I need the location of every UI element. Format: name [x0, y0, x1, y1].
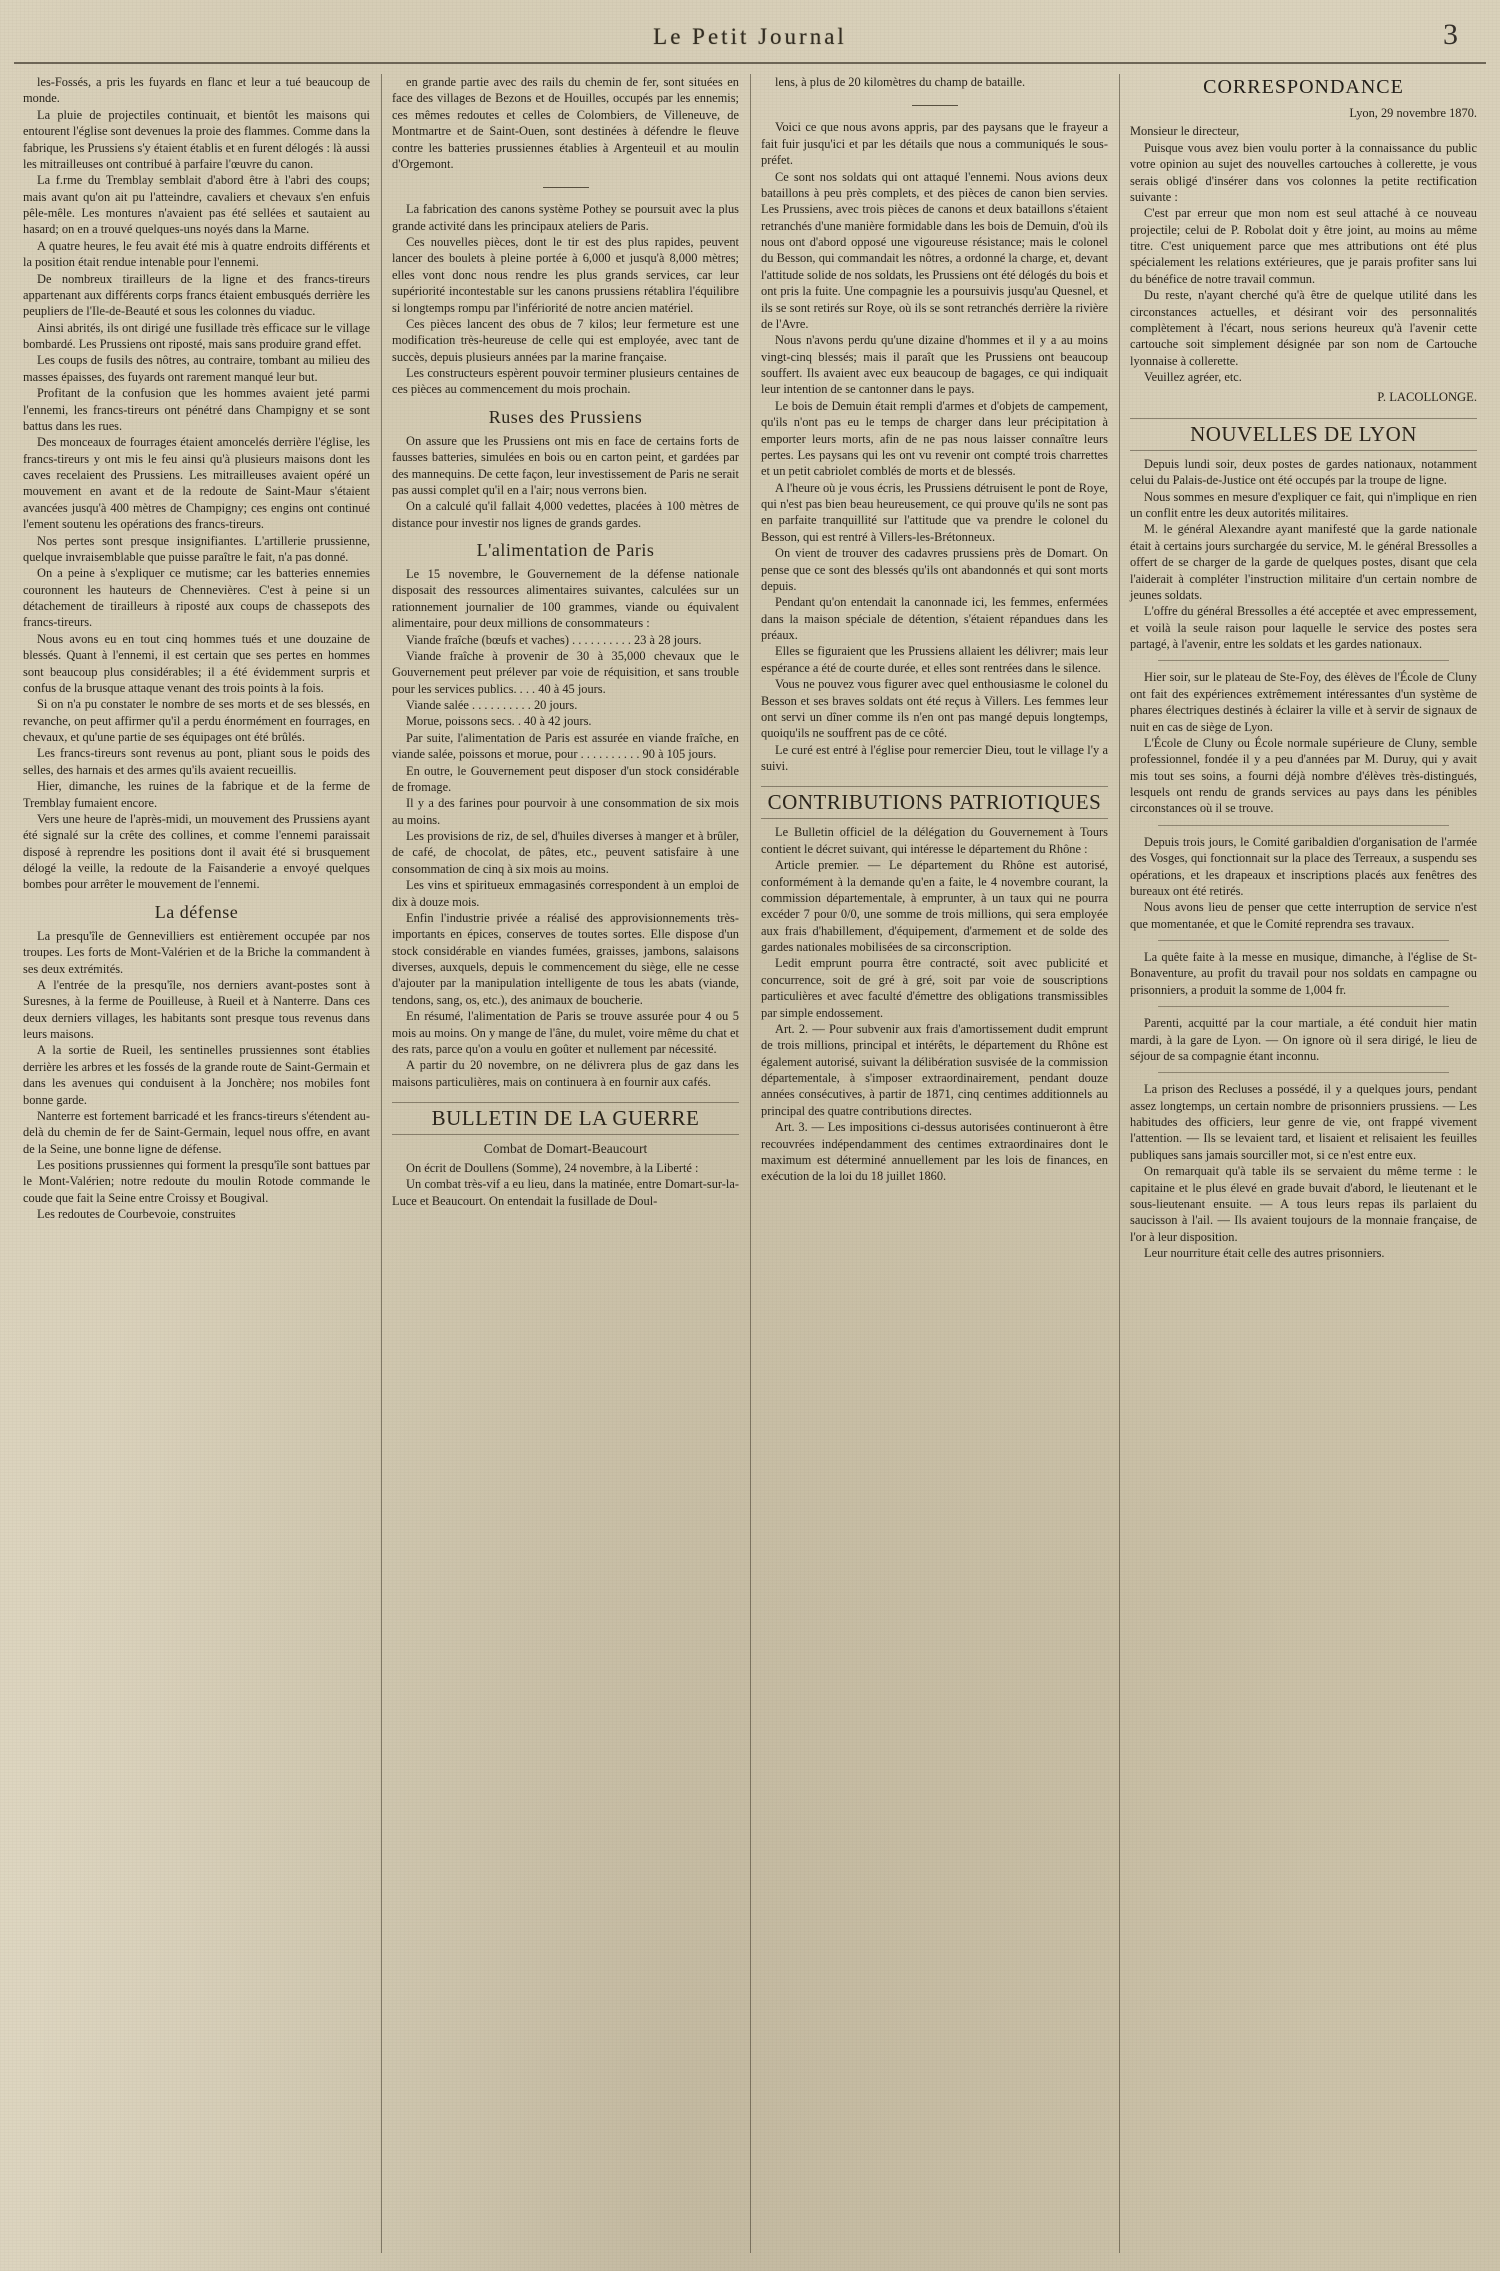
paragraph: On a peine à s'expliquer ce mutisme; car les batteries ennemies couronnent les hauteurs de Chennevières. C'est à peine si un détachement de tirailleurs à riposté aux coups de chassepots des francs-tireurs.	[23, 566, 370, 630]
column-4	[1119, 74, 1488, 2253]
paragraph: La presqu'île de Gennevilliers est entièrement occupée par nos troupes. Les forts de Mont-Valérien et de la Briche la commandent à ses deux extrémités.	[23, 928, 370, 976]
paragraph: A quatre heures, le feu avait été mis à quatre endroits différents et la position était rendue intenable pour l'ennemi.	[23, 238, 370, 270]
paragraph: Il y a des farines pour pourvoir à une consommation de six mois au moins.	[392, 796, 739, 827]
paragraph: La fabrication des canons système Pothey se poursuit avec la plus grande activité dans les principaux ateliers de Paris.	[392, 202, 739, 233]
paragraph: Ainsi abrités, ils ont dirigé une fusillade très efficace sur le village bombardé. Les Prussiens ont riposté, mais sans produire grand effet.	[23, 320, 370, 351]
columns-container	[12, 74, 1488, 2253]
paragraph: Ces pièces lancent des obus de 7 kilos; leur fermeture est une modification très-heureuse de celle qui est employée, avec tant de succès, depuis plusieurs années par la marine française.	[392, 316, 739, 364]
paragraph: Art. 3. — Les impositions ci-dessus autorisées continueront à être recouvrées indépendamment des centimes extraordinaires dont le maximum est déterminé annuellement par les lois de finances, en exécution de la loi du 18 juillet 1860.	[761, 1120, 1108, 1184]
paragraph: Puisque vous avez bien voulu porter à la connaissance du public votre opinion au sujet des nouvelles cartouches à collerette, je vous serais obligé d'insérer dans vos colonnes la petite rectification suivante :	[1130, 140, 1477, 204]
section-divider	[1158, 660, 1449, 661]
section-divider	[1158, 1006, 1449, 1007]
paragraph: A la sortie de Rueil, les sentinelles prussiennes sont établies derrière les arbres et les fossés de la grande route de Saint-Germain et dans les avenues qui conduisent à la Jonchère; nos mobiles font bonne garde.	[23, 1043, 370, 1107]
paragraph: On remarquait qu'à table ils se servaient du même terme : le capitaine et le plus élevé en grade buvait d'abord, le lieutenant et le sous-lieutenant ensuite. — A tous leurs repas ils parlaient du saucisson à l'ail. — Ils avaient toujours de la monnaie française, de l'or à leur disposition.	[1130, 1164, 1477, 1244]
paragraph: A l'heure où je vous écris, les Prussiens détruisent le pont de Roye, qui n'est pas bien beau heureusement, ce qui prouve qu'ils ne sont pas en parfaite tranquillité sur l'attitude que va prendre le colonel du Besson, qui est rentré à Villers-les-Brétonneux.	[761, 480, 1108, 544]
paragraph: Nous avons eu en tout cinq hommes tués et une douzaine de blessés. Quant à l'ennemi, il est certain que ses pertes en hommes sont beaucoup plus considérables; il a été évidemment surpris et confus de la brusque attaque venant des trois points à la fois.	[23, 631, 370, 695]
paragraph: Les constructeurs espèrent pouvoir terminer plusieurs centaines de ces pièces au commencement du mois prochain.	[392, 366, 739, 397]
paragraph: Vous ne pouvez vous figurer avec quel enthousiasme le colonel du Besson et ses braves soldats ont été reçus à Villers. Les femmes leur ont servi un dîner comme ils n'en ont pas mangé depuis longtemps, quoiqu'ils ne souffrent pas de ce côté.	[761, 677, 1108, 741]
paragraph: Parenti, acquitté par la cour martiale, a été conduit hier matin mardi, à la gare de Lyon. — On ignore où il sera dirigé, le lieu de séjour de sa compagnie étant inconnu.	[1130, 1016, 1477, 1063]
paragraph: De nombreux tirailleurs de la ligne et des francs-tireurs appartenant aux différents corps francs étaient embusqués derrière les peupliers de l'Ile-de-Beauté et sous les colonnes du viaduc.	[23, 271, 370, 319]
section-heading-ruses: Ruses des Prussiens	[488, 406, 643, 427]
paragraph: Viande salée . . . . . . . . . . 20 jours.	[406, 698, 578, 712]
paragraph: Viande fraîche (bœufs et vaches) . . . . . . . . . . 23 à 28 jours.	[406, 632, 702, 647]
paragraph: Si on n'a pu constater le nombre de ses morts et de ses blessés, en revanche, on peut affirmer qu'il a perdu énormément en fourrages, en chevaux, et qu'une partie de ses équipages ont été brûlés.	[23, 697, 370, 744]
paragraph: Les positions prussiennes qui forment la presqu'île sont battues par le Mont-Valérien; notre redoute du moulin Rotode commande le coude que fait la Seine entre Croissy et Bougival.	[23, 1158, 370, 1205]
paragraph: Le Bulletin officiel de la délégation du Gouvernement à Tours contient le décret suivant, qui intéresse le département du Rhône :	[761, 825, 1108, 856]
paragraph: La quête faite à la messe en musique, dimanche, à l'église de St-Bonaventure, au profit du travail pour nos soldats en campagne ou prisonniers, a produit la somme de 1,004 fr.	[1130, 950, 1477, 997]
paragraph: Profitant de la confusion que les hommes avaient jeté parmi l'ennemi, les francs-tireurs ont pénétré dans Champigny et se sont battus dans les rues.	[23, 386, 370, 433]
column-1	[12, 74, 381, 2253]
paragraph: Depuis lundi soir, deux postes de gardes nationaux, notamment celui du Palais-de-Justice ont été occupés par la troupe de ligne.	[1130, 456, 1477, 488]
paragraph: Hier, dimanche, les ruines de la fabrique et de la ferme de Tremblay fumaient encore.	[23, 779, 370, 810]
section-heading-nouvelles-lyon: NOUVELLES DE LYON	[1130, 418, 1477, 451]
paragraph: Nos pertes sont presque insignifiantes. L'artillerie prussienne, quelque invraisemblable que puisse paraître le fait, n'a pas donné.	[23, 533, 370, 564]
paragraph: Enfin l'industrie privée a réalisé des approvisionnements très-importants en épices, conserves de toutes sortes. Elle dispose d'un stock considérable en viandes fumées, graisses, jambons, salaisons diverses, auxquels, depuis le commencement du siège, elle ne cesse d'ajouter par la manipulation intelligente de tous les abats (viande, tendons, sang, os, etc.), des animaux de boucherie.	[392, 910, 739, 1007]
page-number: 3	[1443, 18, 1458, 51]
paragraph: Nous n'avons perdu qu'une dizaine d'hommes et il y a au moins vingt-cinq blessés; mais il paraît que les Prussiens ont beaucoup souffert. Ils avaient avec eux beaucoup de bagages, ce qui indiquait leur intention de se cantonner dans le pays.	[761, 333, 1108, 397]
paragraph: en grande partie avec des rails du chemin de fer, sont situées en face des villages de Bezons et de Houilles, occupés par les ennemis; ces mêmes redoutes et celles de Colombiers, de Villeneuve, de Montmartre et de Saint-Ouen, sont destinées à défendre le fleuve contre les batteries prussiennes établies à Argenteuil et au moulin d'Orgemont.	[392, 75, 739, 171]
paragraph: En outre, le Gouvernement peut disposer d'un stock considérable de fromage.	[392, 763, 739, 794]
section-heading-bulletin: BULLETIN DE LA GUERRE	[392, 1102, 739, 1135]
paragraph: Les provisions de riz, de sel, d'huiles diverses à manger et à brûler, de café, de chocolat, de pâtes, etc., peuvent satisfaire à une consommation de cinq à six mois au moins.	[392, 829, 739, 876]
paragraph: L'École de Cluny ou École normale supérieure de Cluny, semble professionnel, fondée il y a peu d'années par M. Duruy, qui y avait mis tout ses soins, a fourni déjà nombre d'élèves très-distingués, lesquels ont rendu de grands services au pays dans les pénibles circonstances où il se trouve.	[1130, 735, 1477, 816]
paragraph: Hier soir, sur le plateau de Ste-Foy, des élèves de l'École de Cluny ont fait des expériences extrêmement intéressantes d'un système de phares électriques destinés à éclairer la ville et à servir de signaux de nuit en cas de siège de Lyon.	[1130, 670, 1477, 734]
paragraph: Du reste, n'ayant cherché qu'à être de quelque utilité dans les circonstances actuelles, et désirant voir des personnalités complètement à l'écart, nous serions heureux qu'à l'avenir cette cartouche soit simplement désignée par son nom de Cartouche lyonnaise à collerette.	[1130, 288, 1477, 368]
paragraph: Nous avons lieu de penser que cette interruption de service n'est que momentanée, et que le Comité reprendra ses travaux.	[1130, 900, 1477, 931]
paragraph: En résumé, l'alimentation de Paris se trouve assurée pour 4 ou 5 mois au moins. On y mange de l'âne, du mulet, voire même du chat et des rats, parce qu'on a voulu en goûter et nullement par nécessité.	[392, 1009, 739, 1056]
paragraph: Depuis trois jours, le Comité garibaldien d'organisation de l'armée des Vosges, qui fonctionnait sur la place des Terreaux, a suspendu ses opérations, et les drapeaux et inscriptions placés aux fenêtres des bureaux ont été retirés.	[1130, 834, 1477, 898]
paragraph: M. le général Alexandre ayant manifesté que la garde nationale était à certains jours surchargée du service, M. le général Bressolles a offert de se charger de la garde de quelques postes, disant que cela l'aiderait à compléter l'instruction militaire d'un certain nombre de jeunes soldats.	[1130, 522, 1477, 602]
paragraph: Vers une heure de l'après-midi, un mouvement des Prussiens ayant été signalé sur la crête des collines, et comme l'ennemi paraissait disposé à reprendre les positions dont il avait été si brusquement délogé la veille, la redoute de la Faisanderie a envoyé quelques bombes pour arrêter le mouvement de l'ennemi.	[23, 811, 370, 892]
paragraph: Les vins et spiritueux emmagasinés correspondent à un emploi de dix à douze mois.	[392, 878, 739, 909]
paragraph: Pendant qu'on entendait la canonnade ici, les femmes, enfermées dans la maison spéciale de détention, s'étaient répandues dans les préaux.	[761, 595, 1108, 642]
paragraph: Ce sont nos soldats qui ont attaqué l'ennemi. Nous avions deux bataillons à peu près complets, et des pièces de canon bien servies. Les Prussiens, avec trois pièces de canons et deux bataillons s'étaient retranchés d'une manière formidable dans les bois de Demuin, d'où ils nous ont d'abord opposé une vigoureuse résistance; mais le colonel du Besson, qui commandait les nôtres, a ordonné la charge, et, devant l'attitude solide de nos soldats, les Prussiens ont été délogés du bois et ont pris la fuite. Une compagnie les a poursuivis jusqu'au Quesnel, et ils se sont retirés sur Roye, où ils se sont retranchés derrière la rivière de l'Avre.	[761, 169, 1108, 331]
column-2	[381, 74, 750, 2253]
paragraph: Leur nourriture était celle des autres prisonniers.	[1144, 1246, 1385, 1261]
paragraph: Veuillez agréer, etc.	[1144, 370, 1242, 384]
section-divider	[1158, 940, 1449, 941]
paragraph: Viande fraîche à provenir de 30 à 35,000 chevaux que le Gouvernement peut prélever par voie de réquisition, et sans trouble pour les services publics. . . . 40 à 45 jours.	[392, 648, 739, 696]
paragraph: On a calculé qu'il fallait 4,000 vedettes, placées à 100 mètres de distance pour investir nos lignes de grands gardes.	[392, 499, 739, 530]
paragraph: Ces nouvelles pièces, dont le tir est des plus rapides, peuvent lancer des boulets à pleine portée à 6,000 et jusqu'à 8,000 mètres; elles vont donc nous rendre les plus grands services, car leur supériorité incontestable sur les canons prussiens rétablira l'équilibre si longtemps rompu par l'infériorité de notre ancien matériel.	[392, 235, 739, 315]
paragraph: les-Fossés, a pris les fuyards en flanc et leur a tué beaucoup de monde.	[23, 75, 370, 106]
paragraph: Art. 2. — Pour subvenir aux frais d'amortissement dudit emprunt de trois millions, principal et intérêts, le département du Rhône est également autorisé, suivant la délibération susvisée de la commission départementale, à s'imposer extraordinairement, pendant douze années consécutives, à partir de 1871, cinq centimes additionnels au principal des quatre contributions directes.	[761, 1021, 1108, 1118]
paragraph-separator	[392, 179, 739, 194]
paragraph: Nanterre est fortement barricadé et les francs-tireurs s'étendent au-delà du chemin de fer de Saint-Germain, lequel nous offre, en avant de la Seine, une bonne ligne de défense.	[23, 1108, 370, 1156]
section-heading-correspondance: CORRESPONDANCE	[1203, 76, 1404, 98]
paragraph: Ledit emprunt pourra être contracté, soit avec publicité et concurrence, soit de gré à gré, soit par voie de souscriptions particulières et avec faculté d'émettre des obligations transmissibles par simple endossement.	[761, 956, 1108, 1020]
paragraph-separator	[761, 97, 1108, 112]
paragraph: Les coups de fusils des nôtres, au contraire, tombant au milieu des masses épaisses, des fuyards ont rarement manqué leur but.	[23, 353, 370, 384]
paragraph: Un combat très-vif a eu lieu, dans la matinée, entre Domart-sur-la-Luce et Beaucourt. On entendait la fusillade de Doul-	[392, 1177, 739, 1208]
paragraph: Morue, poissons secs. . 40 à 42 jours.	[406, 714, 592, 729]
paragraph: Article premier. — Le département du Rhône est autorisé, conformément à la demande qu'en a faite, le 4 novembre courant, la commission départementale, à emprunter, à un taux qui ne pourra excéder 7 pour 0/0, une somme de trois millions, qui sera employée aux frais d'habillement, d'équipement, d'armement et de solde des gardes nationales mobilisées de sa circonscription.	[761, 858, 1108, 954]
paragraph: A l'entrée de la presqu'île, nos derniers avant-postes sont à Suresnes, à la ferme de Pouilleuse, à Rueil et à Nanterre. Dans ces deux derniers villages, les habitants sont presque tous revenus dans leurs maisons.	[23, 977, 370, 1041]
masthead-title: Le Petit Journal	[653, 24, 847, 49]
paragraph: Elles se figuraient que les Prussiens allaient les délivrer; mais leur espérance a été de courte durée, et elles sont rentrées dans le silence.	[761, 644, 1108, 675]
column-3	[750, 74, 1119, 2253]
paragraph: A partir du 20 novembre, on ne délivrera plus de gaz dans les maisons particulières, mais on continuera à en fournir aux cafés.	[392, 1058, 739, 1089]
section-heading-alimentation: L'alimentation de Paris	[476, 540, 655, 560]
header-rule	[14, 62, 1486, 64]
dateline: Lyon, 29 novembre 1870.	[1349, 106, 1477, 120]
section-divider	[1158, 825, 1449, 826]
paragraph: Nous sommes en mesure d'expliquer ce fait, qui n'implique en rien un conflit entre les deux autorités militaires.	[1130, 489, 1477, 521]
salutation: Monsieur le directeur,	[1130, 124, 1240, 139]
paragraph: On assure que les Prussiens ont mis en face de certains forts de fausses batteries, simulées en bois ou en carton peint, et gardées par des mannequins. De cette façon, leur investissement de Paris ne serait pas aussi complet qu'il en a l'air; nous verrons bien.	[392, 433, 739, 497]
paragraph: C'est par erreur que mon nom est seul attaché à ce nouveau projectile; celui de P. Robolat doit y être joint, au moins au même titre. C'est uniquement parce que mes attributions ont été plus spécialement les relations extérieures, que je parais profiter sans lui du bénéfice de notre travail commun.	[1130, 206, 1477, 286]
paragraph: La prison des Recluses a possédé, il y a quelques jours, pendant assez longtemps, un certain nombre de prisonniers prussiens. — Les habitudes des officiers, leur genre de vie, ont frappé vivement l'attention. — Ils se levaient tard, et lisaient et relisaient les feuilles publiques sans jamais sourciller mot, si ce n'est entre eux.	[1130, 1082, 1477, 1162]
paragraph: Par suite, l'alimentation de Paris est assurée en viande fraîche, en viande salée, poissons et morue, pour . . . . . . . . . . 90 à 105 jours.	[392, 730, 739, 762]
paragraph: La f.rme du Tremblay semblait d'abord être à l'abri des coups; mais avant qu'on ait pu l'atteindre, cavaliers et chevaux s'en enfuis pêle-mêle. Les montures n'avaient pas été sellées et sautaient au hasard; on en a trouvé quelques-uns noyés dans la Marne.	[23, 173, 370, 237]
paragraph: La pluie de projectiles continuait, et bientôt les maisons qui entourent l'église sont devenues la proie des flammes. Comme dans la fabrique, les Prussiens s'y étaient établis et en furent délogés : là aussi les mitrailleuses ont contribué à parfaire l'œuvre du canon.	[23, 107, 370, 171]
paragraph: Les francs-tireurs sont revenus au pont, pliant sous le poids des selles, des harnais et des armes qu'ils avaient recueillis.	[23, 746, 370, 777]
section-divider	[1158, 1072, 1449, 1073]
paragraph: Les redoutes de Courbevoie, construites	[37, 1207, 236, 1222]
section-heading-contributions: CONTRIBUTIONS PATRIOTIQUES	[761, 786, 1108, 819]
paragraph: L'offre du général Bressolles a été acceptée et avec empressement, et voilà la seule raison pour laquelle le service des postes sera partagé, à l'avenir, entre les soldats et les gardes nationaux.	[1130, 604, 1477, 652]
section-subheading-combat: Combat de Domart-Beaucourt	[483, 1141, 648, 1156]
paragraph: Voici ce que nous avons appris, par des paysans que le frayeur a fait fuir jusqu'ici et par les détails que nous a communiqués le sous-préfet.	[761, 120, 1108, 168]
paragraph: Des monceaux de fourrages étaient amoncelés derrière l'église, les francs-tireurs y ont mis le feu ainsi qu'à plusieurs maisons dont les caves recelaient des Prussiens. Les mitrailleuses avaient opéré un mouvement en avant et de la redoute de Saint-Maur s'étaient avancées jusqu'à 400 mètres de Champigny; ces engins ont continué l'ement soutenu les opérations des francs-tireurs.	[23, 435, 370, 532]
paragraph: On écrit de Doullens (Somme), 24 novembre, à la Liberté :	[406, 1161, 699, 1175]
section-heading-defense: La défense	[154, 901, 239, 922]
paragraph: lens, à plus de 20 kilomètres du champ de bataille.	[775, 75, 1026, 89]
paragraph: Le bois de Demuin était rempli d'armes et d'objets de campement, qu'ils n'ont pas eu le temps de charger dans leur précipitation à emporter leurs morts, afin de ne pas nous laisser connaître leurs pertes. Les paysans qui les ont vu revenir ont compté trois charrettes et un petit cabriolet comblés de morts et de blessés.	[761, 398, 1108, 479]
paragraph: Le 15 novembre, le Gouvernement de la défense nationale disposait des ressources alimentaires suivantes, calculées sur un rationnement journalier de 100 grammes, viande ou équivalent alimentaire, pour deux millions de consommateurs :	[392, 567, 739, 631]
paragraph: On vient de trouver des cadavres prussiens près de Domart. On pense que ce sont des blessés qu'ils ont abandonnés et qui sont morts depuis.	[761, 546, 1108, 593]
signature: P. LACOLLONGE.	[1377, 390, 1477, 405]
paragraph: Le curé est entré à l'église pour remercier Dieu, tout le village l'y a suivi.	[761, 742, 1108, 773]
